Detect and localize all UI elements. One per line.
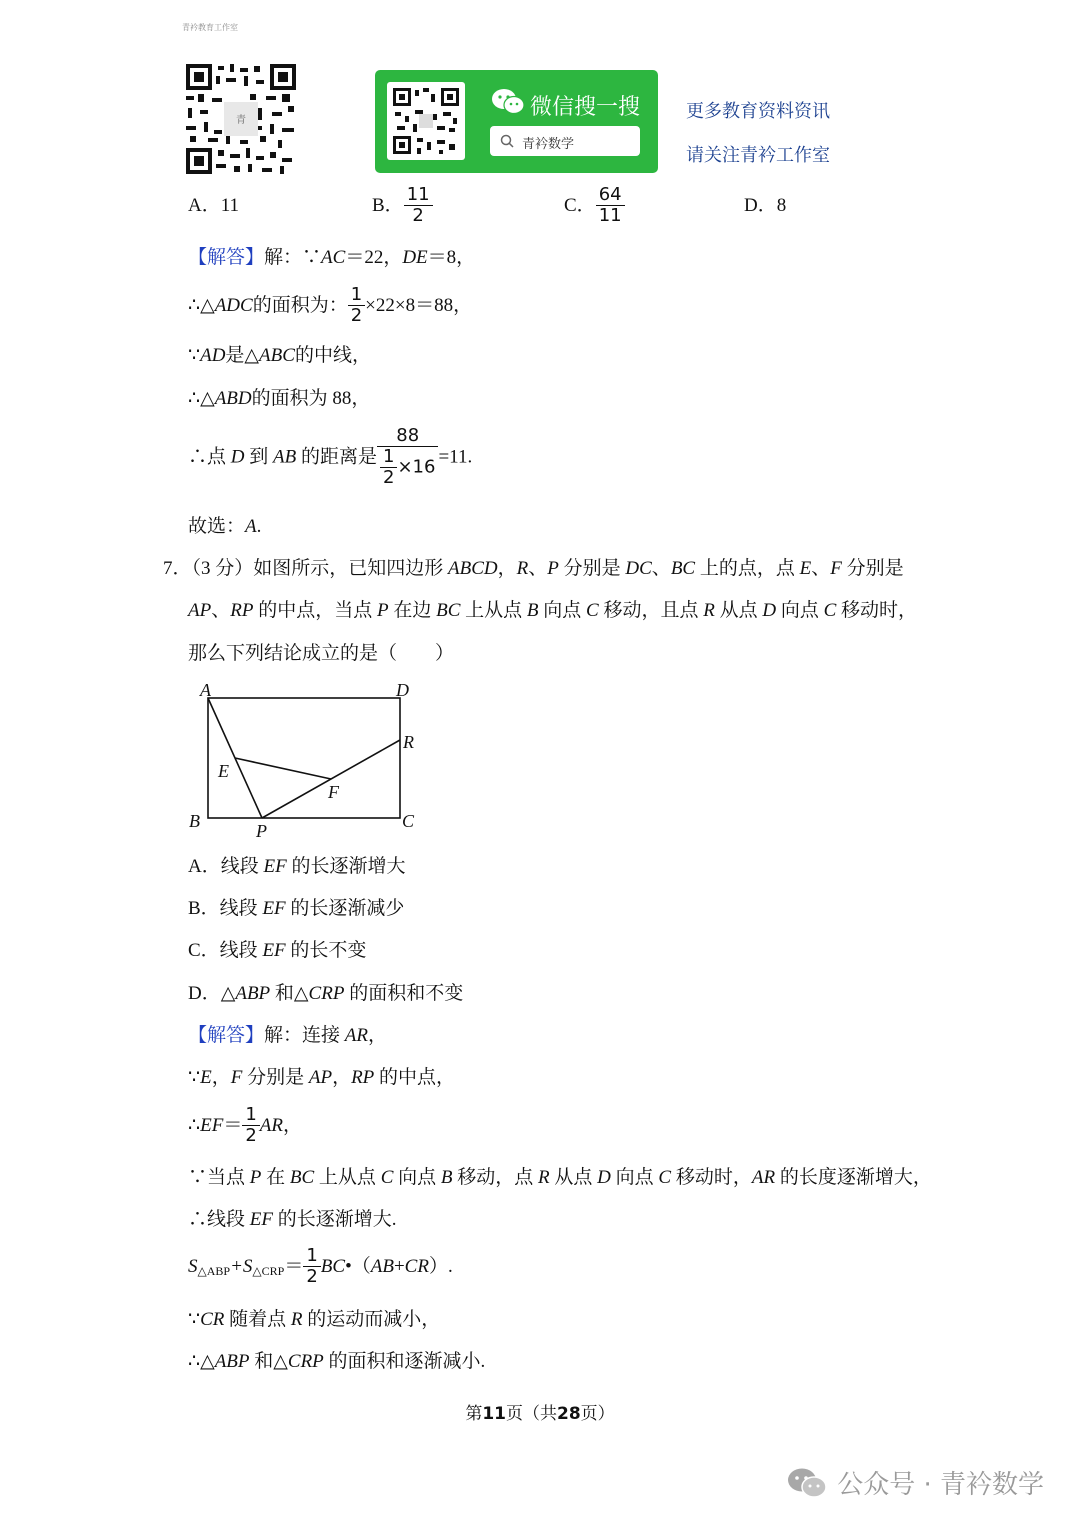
q7-solution-line-2: ∵E，F 分别是 AP，RP 的中点， — [188, 1067, 456, 1088]
q7-stem-line-1: 7．（3 分）如图所示，已知四边形 ABCD，R、P 分别是 DC、BC 上的点，点 E、F 分别是 — [163, 558, 904, 579]
promo-line-1: 更多教育资料资讯 — [686, 101, 830, 122]
bottom-watermark-text: 公众号 · 青衿数学 — [837, 1470, 1044, 1500]
q6-solution-line-4: ∴△ABD的面积为 88， — [188, 388, 371, 409]
q6-solution-line-2: ∴△ADC的面积为： $\frac{1}{2}$ ×22×8＝88， — [188, 284, 473, 326]
page-footer: 第11页（共28页） — [465, 1404, 615, 1424]
solution-tag: 【解答】 — [188, 1025, 265, 1046]
label-b: B — [189, 811, 200, 831]
q7-solution-line-7: ∵CR 随着点 R 的运动而减小， — [188, 1309, 441, 1330]
q7-option-d: D．△ABP 和△CRP 的面积和不变 — [188, 983, 464, 1004]
q7-solution-line-5: ∴线段 EF 的长逐渐增大. — [188, 1209, 397, 1230]
banner-title: 微信搜一搜 — [530, 95, 641, 120]
label-e: E — [218, 761, 229, 781]
qr-code-banner — [387, 82, 465, 160]
qr-code-left — [186, 64, 296, 174]
q7-solution-line-8: ∴△ABP 和△CRP 的面积和逐渐减小. — [188, 1351, 486, 1372]
q7-solution-line-3: ∴EF＝ $\frac{1}{2}$ AR， — [188, 1104, 303, 1146]
q7-solution-line-4: ∵当点 P 在 BC 上从点 C 向点 B 移动，点 R 从点 D 向点 C 移动时，AR 的长度逐渐增大， — [188, 1167, 932, 1188]
label-r: R — [403, 732, 414, 752]
q7-option-a: A．线段 EF 的长逐渐增大 — [188, 856, 406, 877]
q6-option-d: D．8 — [744, 195, 787, 216]
q6-option-b: B． $\frac{11}{2}$ — [372, 186, 433, 227]
label-c: C — [402, 811, 415, 831]
q6-option-a: A．11 — [188, 195, 240, 216]
search-icon — [500, 134, 514, 148]
q6-solution-line-1: 【解答】解：∵AC＝22，DE＝8， — [188, 247, 476, 268]
banner-search-text: 青衿数学 — [522, 137, 575, 152]
q7-option-b: B．线段 EF 的长逐渐减少 — [188, 898, 405, 919]
label-d: D — [396, 680, 409, 700]
q6-option-c: C． $\frac{64}{11}$ — [564, 186, 625, 227]
q6-distance-fraction: 88 $\frac{1}{2}$ ×16 — [377, 426, 438, 488]
header-watermark — [182, 22, 238, 33]
bottom-watermark — [787, 1464, 1044, 1501]
wechat-logo-icon — [491, 88, 525, 116]
q7-solution-line-6: $S_{\triangle ABP}+S_{\triangle CRP}=$ $\frac{1}{2}$ BC•（AB+CR）. — [188, 1245, 453, 1287]
q7-option-c: C．线段 EF 的长不变 — [188, 940, 367, 961]
q6-solution-line-5: ∴点 D 到 AB 的距离是 88 $\frac{1}{2}$ ×16 =11. — [188, 425, 473, 488]
q6-option-b-fraction: $\frac{11}{2}$ — [404, 185, 433, 226]
q7-geometry-figure — [180, 676, 430, 842]
label-f: F — [328, 782, 339, 802]
wechat-icon — [787, 1467, 827, 1499]
svg-text:青: 青 — [236, 115, 246, 126]
segment-ef — [235, 758, 331, 779]
wechat-search-banner[interactable] — [375, 70, 658, 173]
header-watermark-text: 青衿教育工作室 — [182, 23, 238, 32]
promo-line-2: 请关注青衿工作室 — [686, 145, 830, 166]
q6-solution-line-3: ∵AD是△ABC的中线， — [188, 345, 371, 366]
label-p: P — [256, 821, 267, 841]
q6-solution-line-6: 故选：A. — [188, 516, 262, 537]
q6-option-c-fraction: $\frac{64}{11}$ — [596, 185, 625, 226]
label-a: A — [200, 680, 211, 700]
banner-search-box[interactable] — [490, 126, 640, 156]
q7-solution-line-1: 【解答】解：连接 AR， — [188, 1025, 388, 1046]
q7-stem-line-3: 那么下列结论成立的是（ ） — [188, 643, 455, 664]
solution-tag: 【解答】 — [188, 247, 265, 268]
q7-stem-line-2: AP、RP 的中点，当点 P 在边 BC 上从点 B 向点 C 移动，且点 R 从点 D 向点 C 移动时， — [188, 600, 918, 621]
